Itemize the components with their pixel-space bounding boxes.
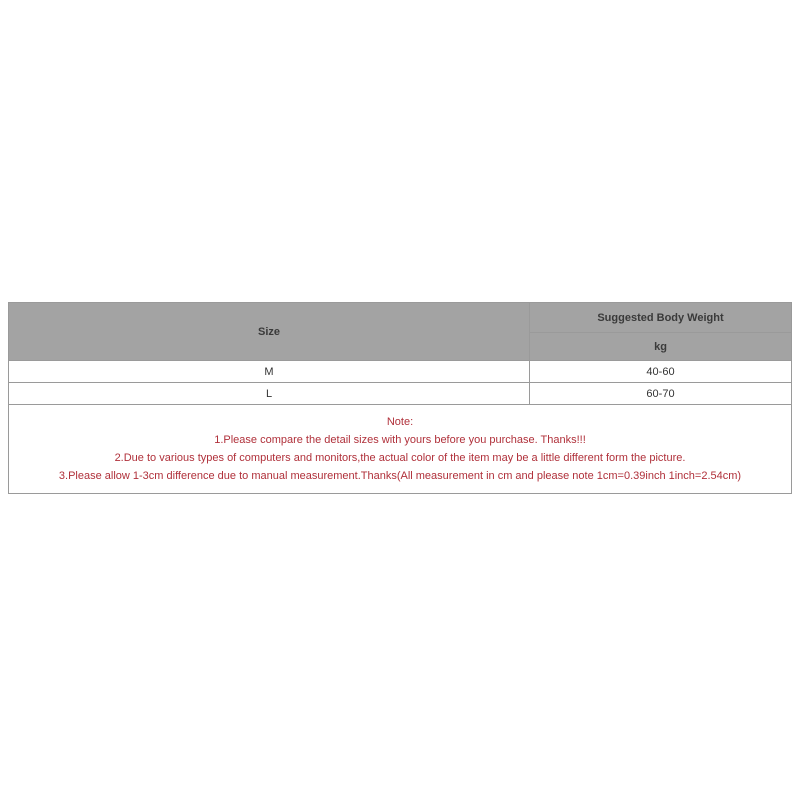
cell-size: L — [9, 383, 530, 405]
size-chart-table — [8, 302, 792, 494]
cell-size: M — [9, 361, 530, 383]
note-row — [9, 405, 792, 494]
cell-weight: 60-70 — [530, 383, 792, 405]
note-cell — [9, 405, 792, 494]
note-line-1: 1.Please compare the detail sizes with yours before you purchase. Thanks!!! — [214, 434, 586, 446]
header-row — [9, 303, 792, 333]
cell-weight: 40-60 — [530, 361, 792, 383]
table-row — [9, 383, 792, 405]
note-line-2: 2.Due to various types of computers and monitors,the actual color of the item may be a little different form the picture. — [114, 452, 686, 464]
note-line-3: 3.Please allow 1-3cm difference due to manual measurement.Thanks(All measurement in cm and please note 1cm=0.39inch 1inch=2.54cm) — [58, 470, 742, 482]
note-title: Note: — [386, 416, 414, 428]
header-unit: kg — [530, 333, 792, 361]
header-weight: Suggested Body Weight — [530, 303, 792, 333]
header-size: Size — [9, 303, 530, 361]
table-row — [9, 361, 792, 383]
